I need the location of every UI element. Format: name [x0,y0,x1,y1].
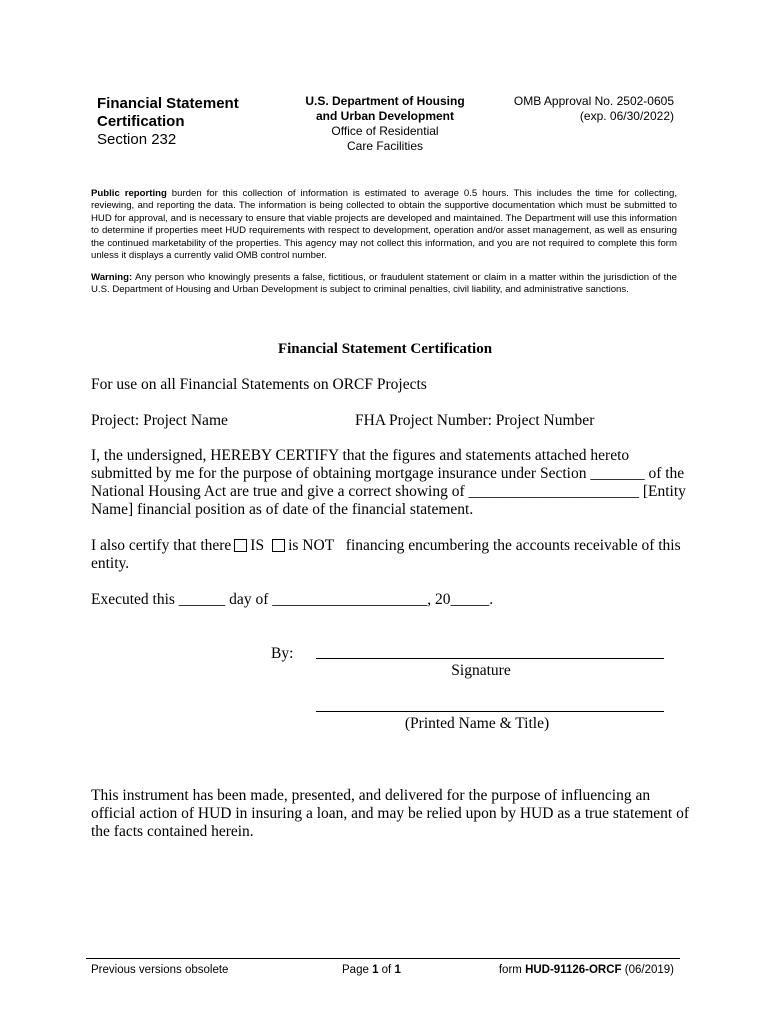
public-reporting-text: burden for this collection of information is estimated to average 0.5 hours. This includes the time for collecting, reviewing, and reporting the data. The information is being collected to obtain the supportive documentation which must be submitted to HUD for approval, and is necessary to ensure that viable projects are developed and maintained. The Department will use this information to determine if properties meet HUD requirements with respect to development, operation and/or asset management, as well as ensuring the continued marketability of the properties. This agency may not collect this information, and you are not required to complete this form unless it displays a currently valid OMB control number. [91,188,677,262]
agency-line4: Care Facilities [346,139,424,153]
footer-form-id [480,964,674,976]
warning-notice [91,272,677,297]
project-name: Project: Project Name [91,412,228,429]
use-statement: For use on all Financial Statements on ORCF Projects [91,376,427,393]
certify-line1: I, the undersigned, HEREBY CERTIFY that the figures and statements attached hereto [91,447,630,464]
omb-expiration: (exp. 06/30/2022) [579,109,674,123]
agency-block [280,94,490,154]
instrument-statement [91,787,689,841]
by-label: By: [271,645,294,662]
is-checkbox[interactable] [234,539,247,552]
signature-label: Signature [451,662,511,679]
page-prefix: Page [342,964,373,976]
fha-project-number: FHA Project Number: Project Number [355,412,595,429]
form-section: Section 232 [97,131,177,148]
instrument-line3: the facts contained herein. [91,823,254,840]
receivables-certification [91,537,681,573]
omb-approval: OMB Approval No. 2502-0605 [513,94,674,108]
is-option-label: IS [250,537,265,554]
form-title-line1: Financial Statement [97,95,239,112]
footer-divider [86,958,680,959]
form-title-line2: Certification [97,113,185,130]
public-reporting-notice [91,188,677,262]
printed-name-line[interactable] [316,711,664,712]
agency-line1: U.S. Department of Housing [305,94,465,108]
receivables-prefix: I also certify that there [91,537,232,554]
receivables-line2: entity. [91,555,130,572]
signature-line[interactable] [316,658,664,659]
instrument-line2: official action of HUD in insuring a loan, and may be relied upon by HUD as a true statement of [91,805,690,822]
form-heading: Financial Statement Certification [277,341,493,357]
receivables-suffix: financing encumbering the accounts receivable of this [345,537,681,554]
agency-line3: Office of Residential [331,124,439,138]
omb-block [480,94,674,124]
instrument-line1: This instrument has been made, presented, and delivered for the purpose of influencing an [91,787,651,804]
certify-line2: submitted by me for the purpose of obtaining mortgage insurance under Section _______ of the [91,465,685,482]
page-current: 1 [372,964,379,976]
form-number: HUD-91126-ORCF [525,964,622,976]
agency-line2: and Urban Development [315,109,455,123]
public-reporting-label: Public reporting [91,188,167,199]
executed-date-line: Executed this ______ day of ____________________, 20_____. [91,591,494,608]
is-not-option-label: is NOT [288,537,335,554]
is-not-checkbox[interactable] [272,539,285,552]
page-of: of [378,964,395,976]
footer-page-number [342,964,401,976]
certify-line4: Name] financial position as of date of the financial statement. [91,501,474,518]
receivables-line1 [91,537,681,555]
form-prefix: form [498,964,526,976]
page-total: 1 [394,964,401,976]
form-date: (06/2019) [621,964,674,976]
footer-obsolete-note: Previous versions obsolete [91,964,229,976]
printed-name-label: (Printed Name & Title) [404,715,550,732]
certify-line3: National Housing Act are true and give a correct showing of ______________________ [Entity [91,483,686,500]
certification-paragraph [91,447,686,519]
warning-text: Any person who knowingly presents a false, fictitious, or fraudulent statement or claim in a matter within the jurisdiction of the U.S. Department of Housing and Urban Development is subject to criminal penalties, civil liability, and administrative sanctions. [91,272,677,296]
warning-label: Warning: [91,272,133,283]
